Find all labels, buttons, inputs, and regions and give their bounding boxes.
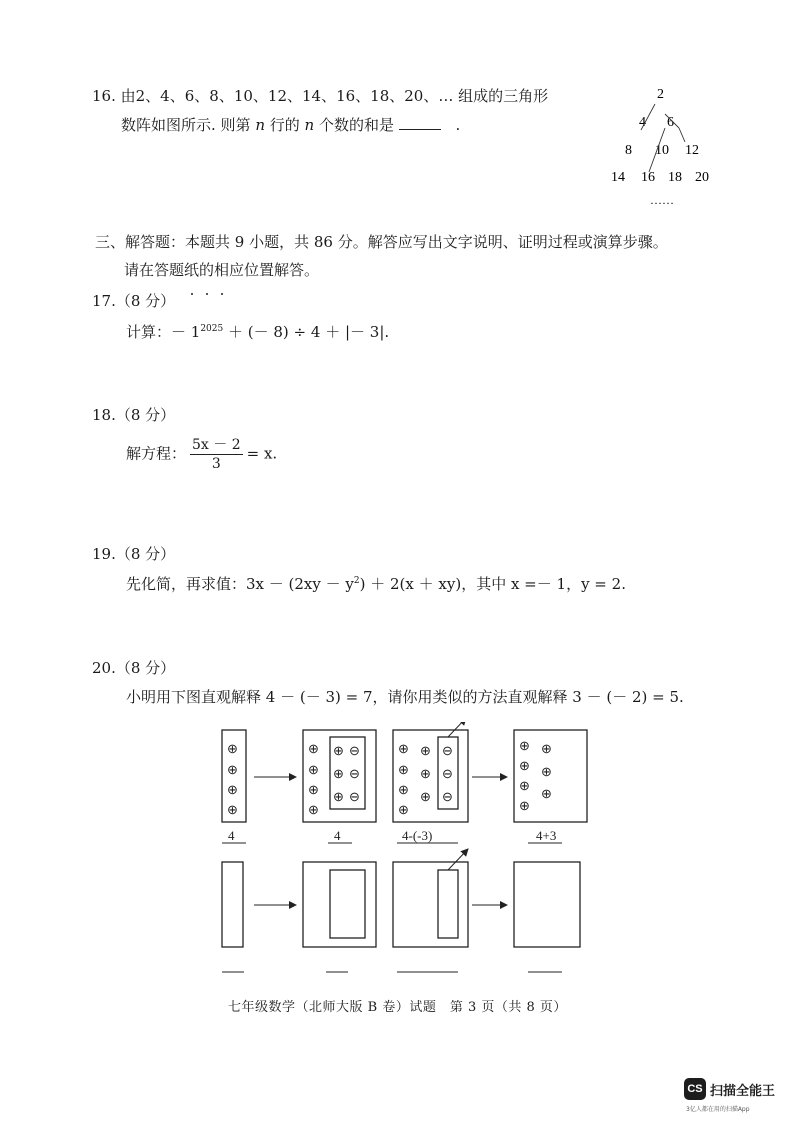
plus-counter: ⊕	[308, 762, 319, 777]
label: 4-(-3)	[402, 828, 433, 843]
q19-header	[92, 544, 175, 564]
tri-value: 10	[655, 143, 669, 158]
minus-counter: ⊖	[442, 766, 453, 781]
emphasis-dots	[186, 281, 246, 285]
section3-heading: 三、解答题：本题共 9 小题，共 86 分。解答应写出文字说明、证明过程或演算步骤。	[95, 233, 668, 251]
q19-number: 19.	[92, 545, 116, 563]
scanner-watermark	[684, 1078, 775, 1100]
q17-exponent: 2025	[200, 324, 224, 334]
plus-counter: ⊕	[398, 802, 409, 817]
plus-counter: ⊕	[308, 802, 319, 817]
label: 4	[334, 828, 341, 843]
plus-counter: ⊕	[308, 741, 319, 756]
q17-prompt: 计算：	[126, 323, 172, 341]
plus-counter: ⊕	[227, 802, 238, 817]
minus-counter: ⊖	[349, 789, 360, 804]
q17-expr-b: ＋ (－ 8) ÷ 4 ＋ |－ 3|.	[223, 323, 390, 341]
empty-box-4	[514, 862, 580, 947]
plus-counter: ⊕	[398, 741, 409, 756]
q19-text-a: 先化简，再求值：3x － (2xy － y	[126, 575, 354, 593]
tri-value: 8	[625, 143, 632, 158]
q20-number: 20.	[92, 659, 116, 677]
plus-counter: ⊕	[227, 762, 238, 777]
plus-counter: ⊕	[227, 741, 238, 756]
plus-counter: ⊕	[420, 789, 431, 804]
minus-counter: ⊖	[442, 743, 453, 758]
q20-score: （8 分）	[115, 659, 176, 677]
q20-header	[92, 658, 175, 678]
var-n: n	[255, 116, 265, 134]
label: 4+3	[536, 828, 557, 843]
arrows	[254, 722, 507, 905]
tri-value: 12	[685, 143, 699, 158]
fraction-denominator: 3	[211, 456, 221, 472]
q18-prompt: 解方程：	[126, 444, 187, 463]
plus-counter: ⊕	[541, 786, 552, 801]
brand-slogan: 3亿人都在用的扫描App	[686, 1106, 750, 1113]
page-footer: 七年级数学（北师大版 B 卷）试题 第 3 页（共 8 页）	[228, 1000, 567, 1015]
minus-counter: ⊖	[349, 766, 360, 781]
brand-name: 扫描全能王	[710, 1083, 776, 1099]
plus-counter: ⊕	[519, 738, 530, 753]
plus-counter: ⊕	[420, 766, 431, 781]
q16-line2	[121, 115, 460, 135]
empty-box-3	[393, 862, 468, 947]
q20-diagram	[210, 722, 600, 987]
plus-counter: ⊕	[519, 758, 530, 773]
plus-counter: ⊕	[541, 741, 552, 756]
q17-score: （8 分）	[115, 292, 176, 310]
q16-period: .	[455, 116, 461, 134]
q17-number: 17.	[92, 292, 116, 310]
q19-text-b: ) ＋ 2(x ＋ xy)，其中 x =－ 1，y = 2.	[359, 575, 626, 593]
q19-exponent: 2	[353, 576, 360, 586]
answer-blank[interactable]	[399, 115, 441, 130]
plus-counter: ⊕	[519, 798, 530, 813]
tri-value: 18	[668, 170, 682, 185]
q16-line1	[92, 86, 548, 106]
q17-expression	[126, 319, 389, 342]
minus-counter: ⊖	[442, 789, 453, 804]
plus-counter: ⊕	[541, 764, 552, 779]
section3-instruction-text: 请在答题纸的相应位置解答。	[124, 261, 320, 279]
q20-text: 小明用下图直观解释 4 － (－ 3) = 7，请你用类似的方法直观解释 3 － (－ 2) = 5.	[126, 688, 684, 706]
plus-counter: ⊕	[333, 743, 344, 758]
q19-score: （8 分）	[115, 545, 176, 563]
plus-counter: ⊕	[420, 743, 431, 758]
q16-line2-post: 个数的和是	[314, 116, 394, 134]
plus-counter: ⊕	[227, 782, 238, 797]
row1-labels	[228, 828, 556, 843]
q20-diagram-svg	[210, 722, 600, 987]
label: 4	[228, 828, 235, 843]
plus-counter: ⊕	[519, 778, 530, 793]
tri-value: 14	[611, 170, 625, 185]
triangle-svg	[605, 80, 725, 210]
q18-rhs: = x.	[246, 444, 278, 463]
minus-counter: ⊖	[349, 743, 360, 758]
fraction-numerator: 5x － 2	[192, 437, 241, 453]
tri-value: 4	[639, 115, 646, 130]
q18-header	[92, 405, 175, 425]
q18-score: （8 分）	[115, 406, 176, 424]
emphasis-dots-svg	[186, 292, 246, 296]
plus-counter: ⊕	[333, 766, 344, 781]
q18-fraction	[190, 436, 243, 473]
tri-value: 2	[657, 87, 664, 102]
q16-line2-pre: 数阵如图所示. 则第	[121, 116, 256, 134]
plus-counter: ⊕	[398, 762, 409, 777]
triangle-array	[605, 80, 725, 210]
tri-dots: ……	[650, 193, 674, 207]
cs-logo-icon: CS	[684, 1078, 706, 1100]
plus-counter: ⊕	[333, 789, 344, 804]
plus-counter: ⊕	[308, 782, 319, 797]
tri-value: 16	[641, 170, 655, 185]
tri-value: 20	[695, 170, 709, 185]
tri-connector-lines	[641, 104, 685, 172]
q18-equation	[126, 436, 277, 473]
plus-counter: ⊕	[398, 782, 409, 797]
q16-line2-mid: 行的	[264, 116, 305, 134]
q16-number: 16.	[92, 87, 116, 105]
label-underlines	[222, 843, 562, 972]
q17-header	[92, 291, 175, 311]
empty-box-1	[222, 862, 243, 947]
section3-instruction	[124, 260, 319, 280]
q19-expression	[126, 571, 626, 594]
q17-expr-a: － 1	[171, 323, 201, 341]
q16-text-line1: 由2、4、6、8、10、12、14、16、18、20、… 组成的三角形	[120, 87, 549, 105]
empty-inner-box-3	[438, 870, 458, 938]
q18-number: 18.	[92, 406, 116, 424]
empty-inner-box-2	[330, 870, 365, 938]
tri-value: 6	[667, 115, 674, 130]
var-n: n	[304, 116, 315, 134]
